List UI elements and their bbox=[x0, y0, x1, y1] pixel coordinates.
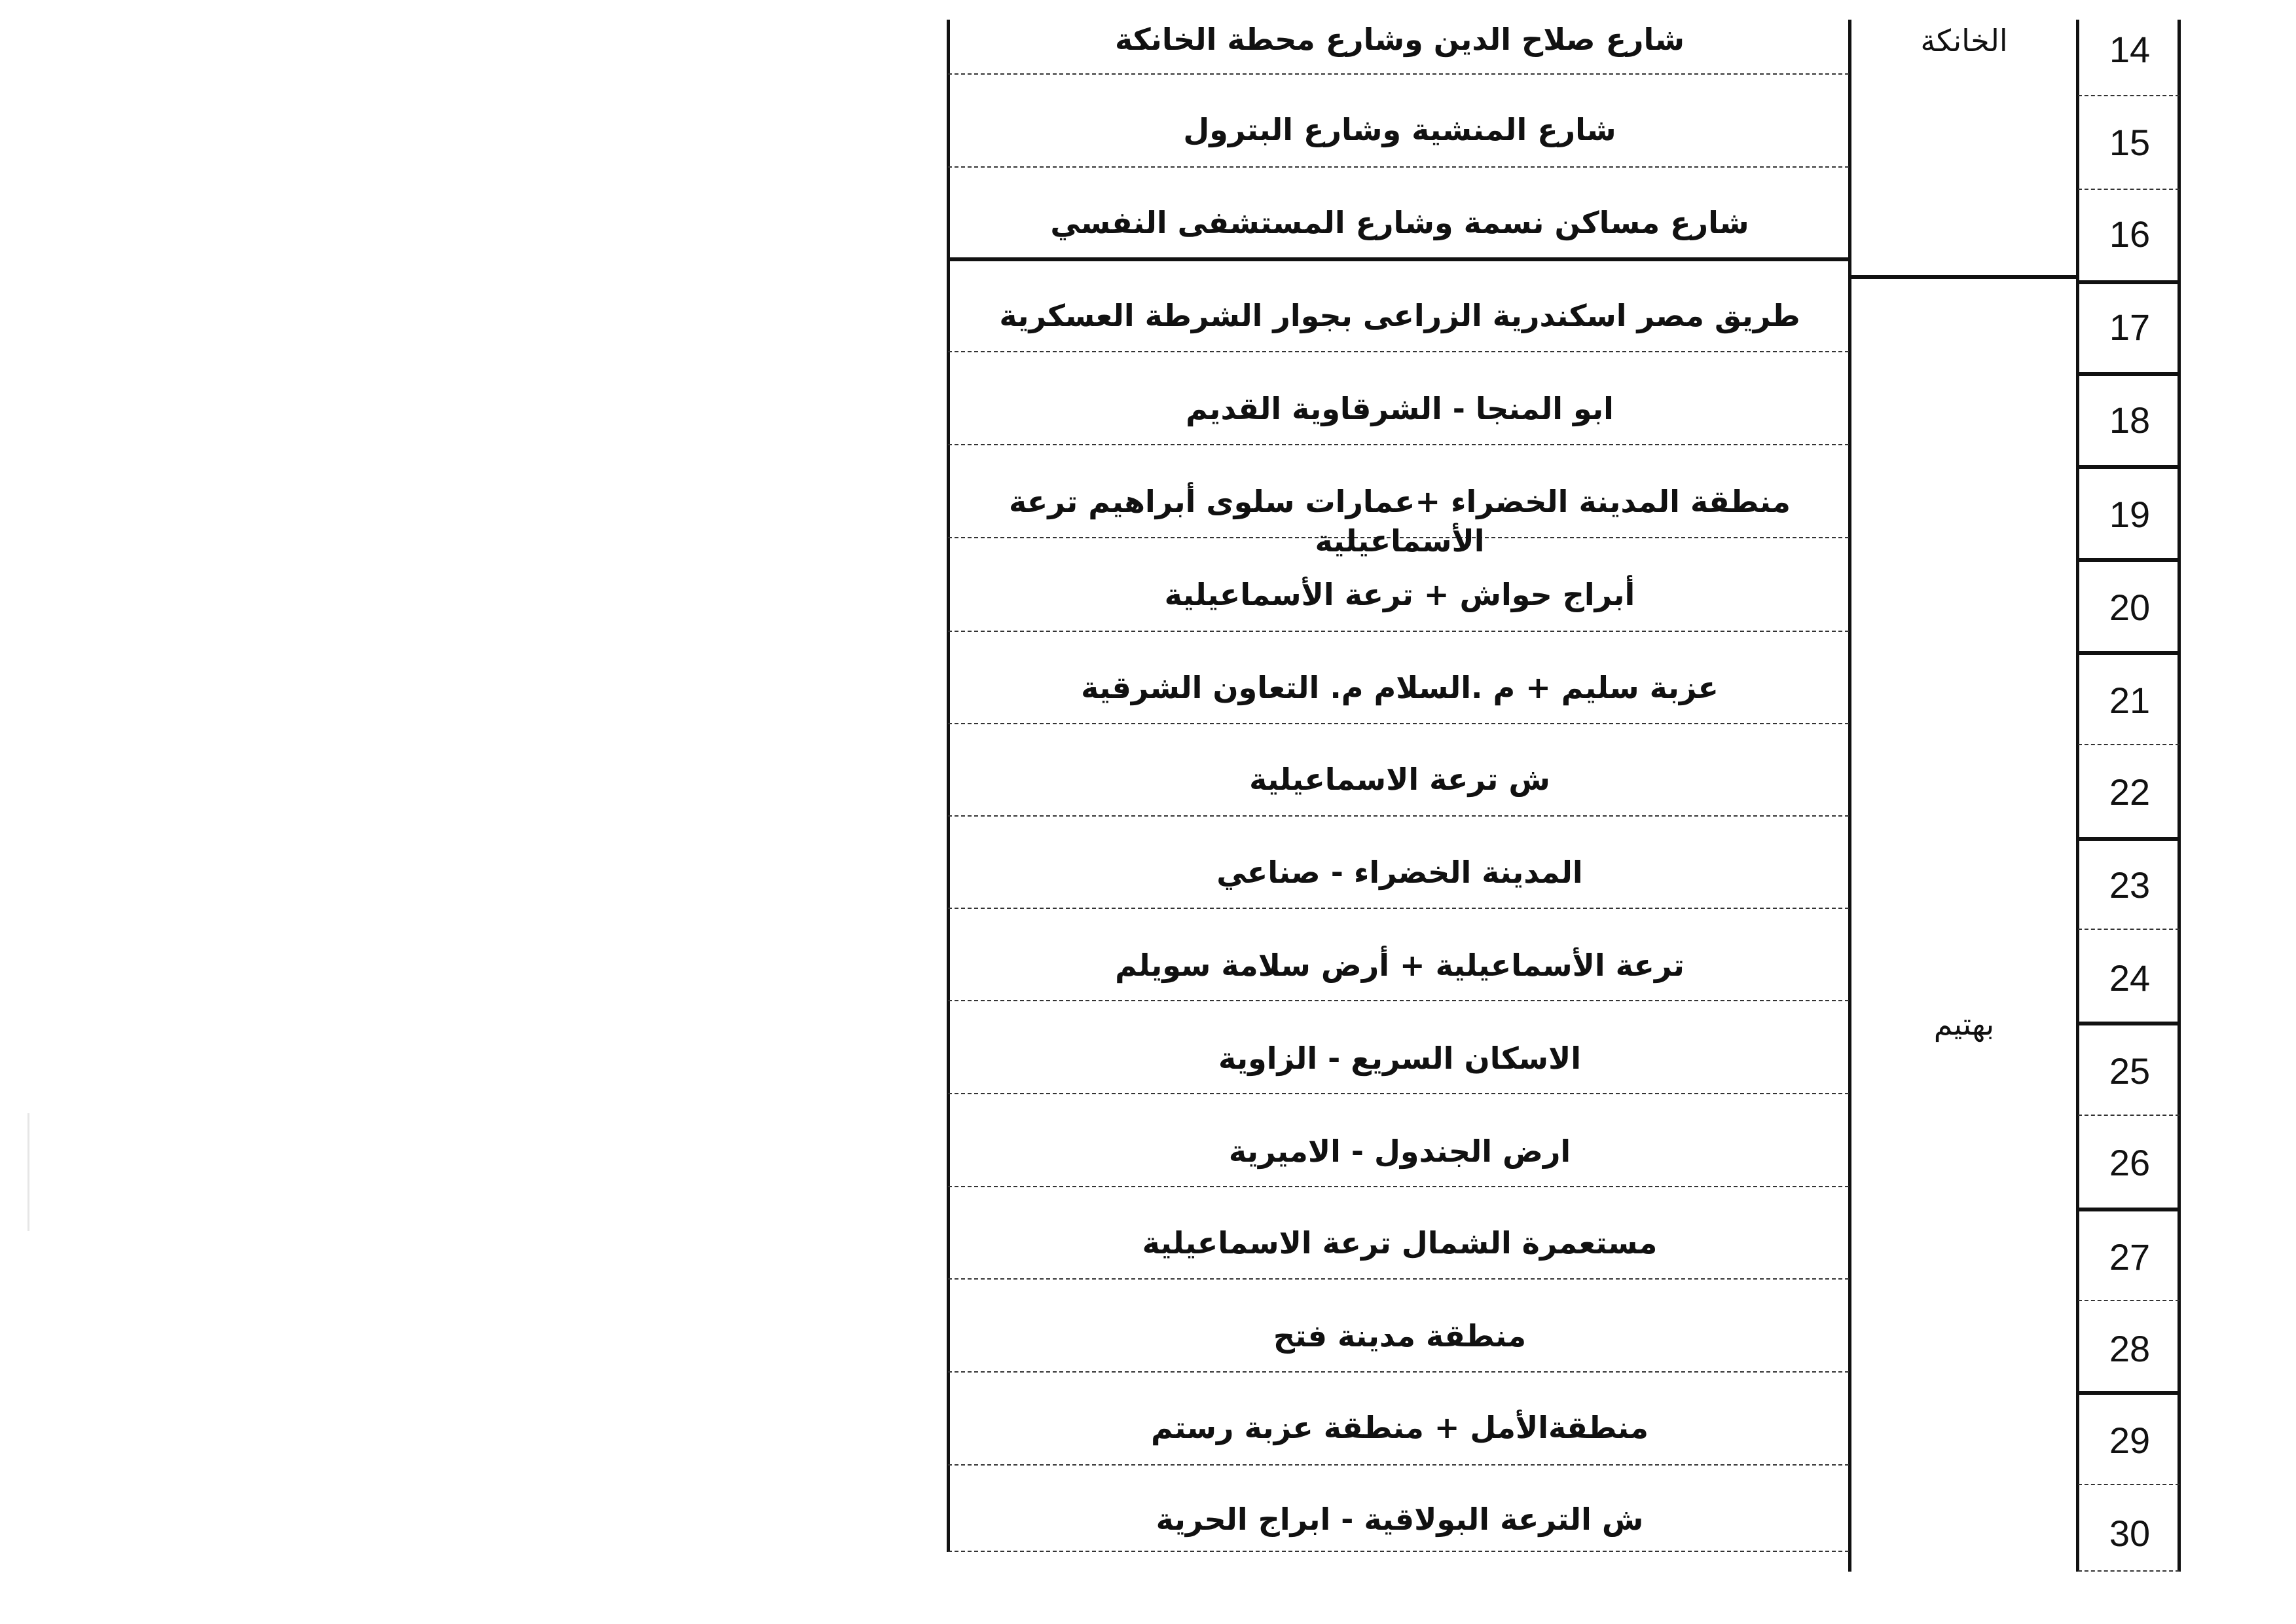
row-number: 15 bbox=[2109, 122, 2151, 163]
row-divider bbox=[948, 908, 1849, 909]
district-label: الخانكة bbox=[1920, 23, 2008, 58]
row-number: 20 bbox=[2109, 587, 2151, 628]
address-cell: مستعمرة الشمال ترعة الاسماعيلية bbox=[1142, 1225, 1658, 1261]
scan-edge-mark bbox=[27, 1113, 29, 1231]
table-border-left bbox=[947, 20, 950, 1552]
address-cell: ترعة الأسماعيلية + أرض سلامة سويلم bbox=[1115, 948, 1685, 983]
row-divider bbox=[948, 1186, 1849, 1187]
number-row-divider bbox=[2078, 837, 2179, 841]
address-cell: شارع المنشية وشارع البترول bbox=[1183, 112, 1616, 147]
row-number: 27 bbox=[2109, 1236, 2151, 1278]
address-cell: ش الترعة البولاقية - ابراج الحرية bbox=[1156, 1502, 1644, 1537]
row-divider bbox=[948, 1093, 1849, 1094]
row-divider bbox=[948, 631, 1849, 632]
row-divider bbox=[948, 1278, 1849, 1280]
address-cell: ابو المنجا - الشرقاوية القديم bbox=[1186, 391, 1614, 426]
address-cell: ارض الجندول - الاميرية bbox=[1228, 1134, 1571, 1169]
row-number: 30 bbox=[2109, 1513, 2151, 1554]
row-number: 26 bbox=[2109, 1142, 2151, 1183]
row-number: 24 bbox=[2109, 957, 2151, 999]
number-row-divider bbox=[2078, 744, 2179, 745]
number-row-divider bbox=[2078, 1115, 2179, 1116]
row-divider bbox=[948, 1551, 1849, 1552]
number-row-divider bbox=[2078, 1391, 2179, 1395]
row-divider bbox=[948, 444, 1849, 445]
district-group-divider bbox=[1850, 275, 2078, 279]
row-number: 16 bbox=[2109, 213, 2151, 255]
address-cell: طريق مصر اسكندرية الزراعى بجوار الشرطة العسكرية bbox=[999, 298, 1800, 333]
number-row-divider bbox=[2078, 465, 2179, 469]
address-cell: المدينة الخضراء - صناعي bbox=[1216, 855, 1583, 890]
address-cell: شارع مساكن نسمة وشارع المستشفى النفسي bbox=[1050, 205, 1749, 240]
address-cell: ش ترعة الاسماعيلية bbox=[1249, 762, 1550, 797]
row-divider bbox=[948, 1464, 1849, 1466]
number-row-divider bbox=[2078, 189, 2179, 190]
row-number: 23 bbox=[2109, 864, 2151, 906]
address-cell: الاسكان السريع - الزاوية bbox=[1218, 1041, 1582, 1076]
address-cell: منطقة مدينة فتح bbox=[1273, 1318, 1527, 1354]
row-number: 25 bbox=[2109, 1050, 2151, 1092]
row-divider bbox=[948, 166, 1849, 168]
number-row-divider bbox=[2078, 95, 2179, 96]
row-divider bbox=[948, 1371, 1849, 1373]
row-divider bbox=[948, 815, 1849, 817]
row-number: 19 bbox=[2109, 494, 2151, 535]
row-number: 29 bbox=[2109, 1420, 2151, 1461]
number-row-divider bbox=[2078, 280, 2179, 284]
row-divider bbox=[948, 1000, 1849, 1001]
row-divider bbox=[948, 351, 1849, 352]
number-row-divider bbox=[2078, 929, 2179, 930]
number-row-divider bbox=[2078, 651, 2179, 655]
row-number: 28 bbox=[2109, 1328, 2151, 1369]
district-label: بهتيم bbox=[1933, 1006, 1995, 1042]
number-row-divider bbox=[2078, 1022, 2179, 1025]
row-divider bbox=[948, 73, 1849, 75]
row-divider bbox=[948, 723, 1849, 724]
row-number: 21 bbox=[2109, 680, 2151, 721]
address-cell: منطقة المدينة الخضراء +عمارات سلوى أبراهيم ترعة الأسماعيلية bbox=[1009, 484, 1791, 559]
number-row-divider bbox=[2078, 1208, 2179, 1211]
address-cell: أبراج حواش + ترعة الأسماعيلية bbox=[1164, 577, 1635, 612]
group-divider bbox=[948, 257, 1849, 261]
address-cell: منطقةالأمل + منطقة عزبة رستم bbox=[1150, 1410, 1649, 1445]
row-number: 22 bbox=[2109, 771, 2151, 813]
number-row-divider bbox=[2078, 1300, 2179, 1301]
row-number: 17 bbox=[2109, 306, 2151, 348]
number-row-divider bbox=[2078, 372, 2179, 376]
number-row-divider bbox=[2078, 1484, 2179, 1485]
number-row-divider bbox=[2078, 558, 2179, 562]
address-cell: عزبة سليم + م .السلام م. التعاون الشرقية bbox=[1081, 670, 1719, 705]
row-number: 14 bbox=[2109, 29, 2151, 70]
number-row-divider bbox=[2078, 1570, 2179, 1572]
address-cell: شارع صلاح الدين وشارع محطة الخانكة bbox=[1114, 22, 1685, 57]
row-number: 18 bbox=[2109, 399, 2151, 441]
